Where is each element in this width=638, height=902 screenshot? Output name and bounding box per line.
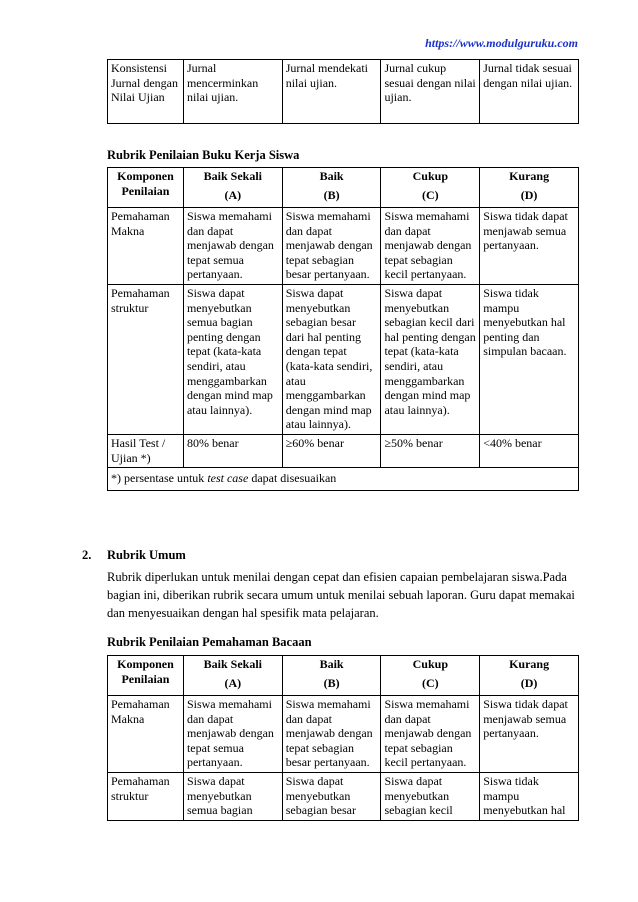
header-cukup: Cukup (C) xyxy=(381,656,480,696)
cell-a: 80% benar xyxy=(183,434,282,467)
cell-b: Siswa dapat menyebutkan sebagian besar dari hal penting dengan tepat (kata-kata sendiri, atau menggambarkan dengan mind map atau lainnya). xyxy=(282,284,381,434)
cell-a: Siswa dapat menyebutkan semua bagian xyxy=(183,772,282,820)
header-kurang: Kurang (D) xyxy=(480,168,579,208)
cell-a: Siswa memahami dan dapat menjawab dengan tepat semua pertanyaan. xyxy=(183,696,282,773)
table-header-row xyxy=(108,656,579,696)
table-header-row xyxy=(108,168,579,208)
cell-b: Siswa memahami dan dapat menjawab dengan tepat sebagian besar pertanyaan. xyxy=(282,208,381,285)
table-row xyxy=(108,434,579,467)
cell-a: Siswa dapat menyebutkan semua bagian penting dengan tepat (kata-kata sendiri, atau menggambarkan dengan mind map atau lainnya). xyxy=(183,284,282,434)
cell-komponen: Pemahaman struktur xyxy=(108,772,184,820)
cell-komponen: Hasil Test / Ujian *) xyxy=(108,434,184,467)
cell-c: Siswa memahami dan dapat menjawab dengan tepat sebagian kecil pertanyaan. xyxy=(381,208,480,285)
cell-b: Jurnal mendekati nilai ujian. xyxy=(282,60,381,124)
cell-b: Siswa memahami dan dapat menjawab dengan tepat sebagian besar pertanyaan. xyxy=(282,696,381,773)
cell-b: Siswa dapat menyebutkan sebagian besar xyxy=(282,772,381,820)
cell-a: Siswa memahami dan dapat menjawab dengan tepat semua pertanyaan. xyxy=(183,208,282,285)
table-konsistensi xyxy=(107,59,579,124)
table-rubrik-bacaan xyxy=(107,655,579,821)
header-cukup: Cukup (C) xyxy=(381,168,480,208)
cell-d: Siswa tidak mampu menyebutkan hal xyxy=(480,772,579,820)
cell-d: <40% benar xyxy=(480,434,579,467)
table-row xyxy=(108,60,579,124)
cell-b: ≥60% benar xyxy=(282,434,381,467)
section-title: Rubrik Umum xyxy=(107,548,186,562)
rubric-buku-title: Rubrik Penilaian Buku Kerja Siswa xyxy=(107,148,300,162)
cell-d: Siswa tidak mampu menyebutkan hal penting dan simpulan bacaan. xyxy=(480,284,579,434)
table-row xyxy=(108,208,579,285)
cell-a: Jurnal mencerminkan nilai ujian. xyxy=(183,60,282,124)
header-baik-sekali: Baik Sekali (A) xyxy=(183,656,282,696)
cell-komponen: Pemahaman Makna xyxy=(108,208,184,285)
cell-c: Jurnal cukup sesuai dengan nilai ujian. xyxy=(381,60,480,124)
section-number: 2. xyxy=(82,548,92,562)
header-kurang: Kurang (D) xyxy=(480,656,579,696)
header-komponen: Komponen Penilaian xyxy=(108,168,184,208)
rubric-bacaan-title: Rubrik Penilaian Pemahaman Bacaan xyxy=(107,635,312,649)
cell-c: Siswa dapat menyebutkan sebagian kecil dari hal penting dengan tepat (kata-kata sendiri, atau menggambarkan dengan mind map atau lainnya). xyxy=(381,284,480,434)
header-baik-sekali: Baik Sekali (A) xyxy=(183,168,282,208)
section-paragraph: Rubrik diperlukan untuk menilai dengan cepat dan efisien capaian pembelajaran siswa.Pada bagian ini, diberikan rubrik secara umum untuk menilai sebuah laporan. Guru dapat memakai dan menyesuaikan dengan hal spesifik mata pelajaran. xyxy=(107,570,575,620)
table-rubrik-buku xyxy=(107,167,579,491)
cell-d: Siswa tidak dapat menjawab semua pertanyaan. xyxy=(480,696,579,773)
table-row xyxy=(108,284,579,434)
table-row xyxy=(108,696,579,773)
cell-komponen: Pemahaman struktur xyxy=(108,284,184,434)
cell-d: Siswa tidak dapat menjawab semua pertanyaan. xyxy=(480,208,579,285)
cell-c: Siswa memahami dan dapat menjawab dengan tepat sebagian kecil pertanyaan. xyxy=(381,696,480,773)
table-note: *) persentase untuk test case dapat disesuaikan xyxy=(108,468,579,491)
header-komponen: Komponen Penilaian xyxy=(108,656,184,696)
table-row xyxy=(108,772,579,820)
source-url[interactable]: https://www.modulguruku.com xyxy=(425,36,578,50)
table-note-row xyxy=(108,468,579,491)
cell-komponen: Konsistensi Jurnal dengan Nilai Ujian xyxy=(108,60,184,124)
cell-komponen: Pemahaman Makna xyxy=(108,696,184,773)
cell-d: Jurnal tidak sesuai dengan nilai ujian. xyxy=(480,60,579,124)
cell-c: Siswa dapat menyebutkan sebagian kecil xyxy=(381,772,480,820)
header-baik: Baik (B) xyxy=(282,168,381,208)
cell-c: ≥50% benar xyxy=(381,434,480,467)
header-baik: Baik (B) xyxy=(282,656,381,696)
